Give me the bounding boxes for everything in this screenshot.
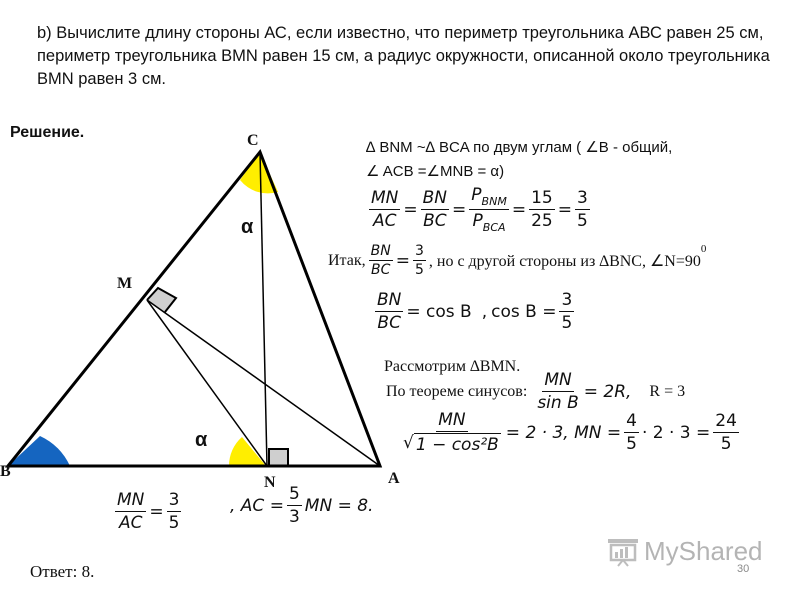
alpha-label-top: α [241, 216, 254, 238]
watermark-text: MyShared [644, 536, 763, 566]
presentation-icon [606, 537, 640, 567]
segment-cn [260, 152, 267, 466]
right-angle-m [147, 288, 176, 312]
alpha-label-bottom: α [195, 429, 208, 451]
equation-ac: , AC = $\frac{5}{3}$ MN = 8. [230, 484, 374, 527]
label-c: C [247, 132, 259, 149]
angle-n-marker [229, 437, 266, 466]
page-number: 30 [737, 563, 750, 575]
answer: Ответ: 8. [30, 562, 95, 581]
equation-mn-ac: $\frac{MN}{AC}$ = $\frac{3}{5}$ [117, 490, 180, 533]
label-m: M [117, 275, 133, 292]
equation-ratio: $\frac{MN}{AC}$ = $\frac{BN}{BC}$ = $\frac{P_{BNM}}{P_{BCA}}$ = $\frac{15}{25}$ = $\frac{3}{5}$ [371, 185, 588, 234]
sine-theorem: По теореме синусов: $\frac{MN}{\text{sin B}}$ = 2R, R = 3 [386, 370, 686, 413]
angle-b-marker [8, 436, 70, 466]
label-b: B [0, 463, 11, 480]
step-itak: Итак, $\frac{BN}{BC}$ = $\frac{3}{5}$ , но с другой стороны из ∆BNC, ∠N=90 $^0$ [328, 243, 707, 278]
similarity-statement: ∆ BNM ~∆ BCA по двум углам ( ∠B - общий, [366, 139, 673, 156]
equation-cos: $\frac{BN}{BC}$ = cos B , cos B = $\frac{3}{5}$ [377, 290, 573, 333]
angle-equality: ∠ ACB =∠MNB = α) [366, 163, 505, 180]
equation-mn: MN √ 1 − cos²B = 2 · 3, MN = $\frac{4}{5}$ · 2 · 3 = $\frac{24}{5}$ [403, 410, 737, 455]
triangle-abc [8, 152, 380, 466]
right-angle-n [269, 449, 288, 466]
problem-statement: b) Вычислите длину стороны АС, если известно, что периметр треугольника АВС равен 25 см, периметр треугольника ВМN равен 15 см, а радиус окружности, описанной около треугольника ВМN равен 3 см. [37, 24, 770, 88]
solution-label: Решение. [10, 124, 85, 141]
label-a: A [388, 470, 400, 487]
consider-triangle: Рассмотрим ∆BMN. [384, 358, 521, 375]
label-n: N [264, 474, 276, 491]
